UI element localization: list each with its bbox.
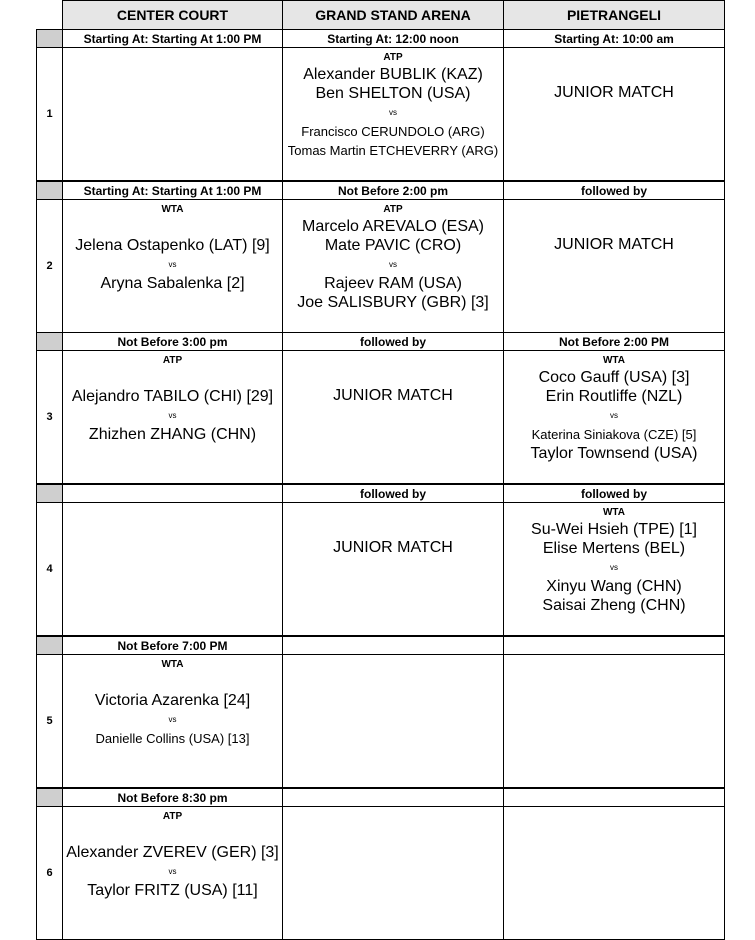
junior-match-label: JUNIOR MATCH: [333, 539, 453, 556]
player-name: Zhizhen ZHANG (CHN): [88, 426, 257, 443]
start-time-label: Not Before 2:00 pm: [282, 181, 504, 200]
tour-label: WTA: [161, 204, 184, 215]
vs-label: vs: [389, 108, 397, 117]
junior-match-label: JUNIOR MATCH: [554, 84, 674, 101]
tour-label: WTA: [602, 507, 626, 518]
start-time-label: followed by: [503, 484, 725, 503]
player-name: Marcelo AREVALO (ESA): [302, 218, 484, 235]
row-number: 1: [36, 47, 63, 181]
row-number: 4: [36, 502, 63, 636]
player-name: Aryna Sabalenka [2]: [100, 275, 245, 292]
start-time-label: Starting At: 10:00 am: [503, 29, 725, 48]
player-name: Saisai Zheng (CHN): [542, 597, 686, 614]
start-time-label: [62, 484, 283, 503]
match-cell: [503, 806, 725, 940]
match-cell: [282, 350, 504, 484]
vs-label: vs: [168, 411, 177, 420]
match-cell: [503, 199, 725, 333]
start-time-label: [503, 636, 725, 655]
match-cell: [62, 806, 283, 940]
junior-match-label: JUNIOR MATCH: [333, 387, 453, 404]
court-header-1: CENTER COURT: [62, 0, 283, 30]
player-name: Victoria Azarenka [24]: [94, 692, 251, 709]
court-header-2: GRAND STAND ARENA: [282, 0, 504, 30]
tour-label: ATP: [383, 52, 403, 63]
match-cell: [282, 502, 504, 636]
player-name: Coco Gauff (USA) [3]: [538, 369, 690, 386]
player-name: Francisco CERUNDOLO (ARG): [301, 124, 485, 139]
match-cell: [62, 47, 283, 181]
start-time-label: Starting At: Starting At 1:00 PM: [62, 181, 283, 200]
match-cell: [282, 47, 504, 181]
vs-label: vs: [168, 260, 177, 269]
player-name: Elise Mertens (BEL): [542, 540, 686, 557]
start-time-label: [282, 636, 504, 655]
vs-label: vs: [168, 867, 177, 876]
tour-label: ATP: [162, 811, 183, 822]
match-cell: [282, 199, 504, 333]
vs-label: vs: [389, 260, 397, 269]
match-cell: [503, 654, 725, 788]
row-marker: [36, 332, 63, 351]
row-marker: [36, 29, 63, 48]
player-name: Tomas Martin ETCHEVERRY (ARG): [287, 143, 499, 158]
start-time-label: Not Before 7:00 PM: [62, 636, 283, 655]
row-number: 6: [36, 806, 63, 940]
row-marker: [36, 484, 63, 503]
player-name: Ben SHELTON (USA): [315, 85, 471, 102]
row-number: 5: [36, 654, 63, 788]
player-name: Jelena Ostapenko (LAT) [9]: [75, 237, 270, 254]
start-time-label: Not Before 8:30 pm: [62, 788, 283, 807]
vs-label: vs: [610, 411, 618, 420]
match-cell: [503, 350, 725, 484]
court-header-3: PIETRANGELI: [503, 0, 725, 30]
start-time-label: [282, 788, 504, 807]
match-cell: [503, 47, 725, 181]
match-cell: [282, 654, 504, 788]
player-name: Su-Wei Hsieh (TPE) [1]: [531, 521, 697, 538]
start-time-label: followed by: [282, 332, 504, 351]
start-time-label: Not Before 2:00 PM: [503, 332, 725, 351]
tour-label: WTA: [161, 659, 184, 670]
match-cell: [503, 502, 725, 636]
row-number: 2: [36, 199, 63, 333]
row-marker: [36, 181, 63, 200]
match-cell: [62, 199, 283, 333]
start-time-label: Starting At: Starting At 1:00 PM: [62, 29, 283, 48]
vs-label: vs: [610, 563, 618, 572]
vs-label: vs: [168, 715, 177, 724]
player-name: Alejandro TABILO (CHI) [29]: [71, 388, 274, 405]
player-name: Alexander BUBLIK (KAZ): [303, 66, 483, 83]
player-name: Mate PAVIC (CRO): [324, 237, 462, 254]
player-name: Danielle Collins (USA) [13]: [95, 731, 250, 746]
player-name: Katerina Siniakova (CZE) [5]: [531, 427, 697, 442]
match-cell: [62, 502, 283, 636]
player-name: Xinyu Wang (CHN): [546, 578, 682, 595]
tour-label: ATP: [162, 355, 183, 366]
row-number: 3: [36, 350, 63, 484]
player-name: Rajeev RAM (USA): [324, 275, 462, 292]
start-time-label: followed by: [282, 484, 504, 503]
match-cell: [282, 806, 504, 940]
player-name: Alexander ZVEREV (GER) [3]: [66, 844, 279, 861]
junior-match-label: JUNIOR MATCH: [554, 236, 674, 253]
start-time-label: Starting At: 12:00 noon: [282, 29, 504, 48]
match-cell: [62, 654, 283, 788]
start-time-label: Not Before 3:00 pm: [62, 332, 283, 351]
match-cell: [62, 350, 283, 484]
tour-label: ATP: [383, 204, 403, 215]
row-marker: [36, 788, 63, 807]
row-marker: [36, 636, 63, 655]
start-time-label: followed by: [503, 181, 725, 200]
player-name: Erin Routliffe (NZL): [545, 388, 683, 405]
tour-label: WTA: [602, 355, 626, 366]
player-name: Taylor Townsend (USA): [530, 445, 698, 462]
player-name: Joe SALISBURY (GBR) [3]: [297, 294, 489, 311]
player-name: Taylor FRITZ (USA) [11]: [87, 882, 258, 899]
start-time-label: [503, 788, 725, 807]
